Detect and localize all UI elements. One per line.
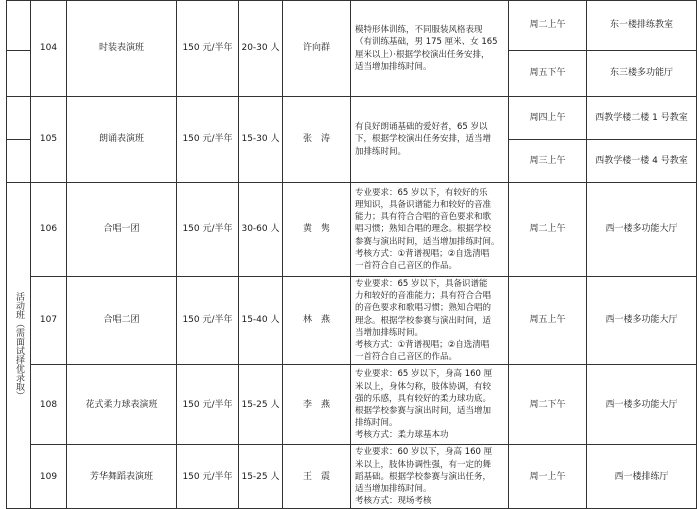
class-description — [351, 97, 509, 183]
class-teacher: 李 燕 — [283, 365, 351, 445]
desc-line: 适当增加排练时间。 — [355, 484, 432, 495]
category-cell-blank — [7, 140, 31, 183]
class-name: 合唱二团 — [67, 277, 177, 365]
desc-line: （有训练基础，男 175 厘米、女 165 — [355, 37, 498, 48]
category-sub: （需面试择优录取） — [14, 318, 24, 400]
desc-line: 一首符合自己音区的作品。 — [355, 261, 458, 271]
desc-line: 理知识，具备识谱能力和较好的音准 — [355, 199, 492, 210]
desc-line: 厘米以上）·根据学校演出任务安排， — [355, 49, 490, 60]
class-name: 芳华舞蹈表演班 — [67, 445, 177, 509]
class-description — [351, 1, 509, 97]
desc-line: 一首符合自己音区的作品。 — [355, 352, 458, 363]
desc-line: 考核方式：①背谱视唱；②自选清唱 — [355, 248, 490, 259]
class-teacher: 许向群 — [283, 1, 351, 97]
desc-line: 米以上，肢体协调性强，有一定的舞 — [355, 459, 492, 470]
desc-line: 考核方式：①背谱视唱；②自选清唱 — [355, 340, 490, 351]
table-row — [7, 183, 697, 277]
desc-line: 有良好朗诵基础的爱好者，65 岁以 — [355, 122, 488, 133]
category-cell-blank — [7, 97, 31, 140]
desc-line: 专业要求：65 岁以下，身高 160 厘 — [355, 369, 493, 380]
desc-line: 根据学校参赛与演出时间，适当增加 — [355, 405, 492, 416]
session-day: 周五下午 — [509, 51, 587, 97]
class-teacher: 黄 隽 — [283, 183, 351, 277]
class-id: 107 — [31, 277, 67, 365]
session-room: 西一楼多功能大厅 — [587, 183, 697, 277]
desc-line: 理念。根据学校参赛与演出时间，适 — [355, 315, 492, 326]
class-name: 时装表演班 — [67, 1, 177, 97]
session-room: 东一楼排练教室 — [587, 1, 697, 51]
class-fee: 150 元/半年 — [177, 1, 239, 97]
desc-line: 参赛与演出时间，适当增加排练时间。 — [355, 236, 500, 247]
class-size: 30-60 人 — [239, 183, 283, 277]
desc-line: 能力；具有符合合唱的音色要求和歌 — [355, 212, 492, 223]
session-day: 周四上午 — [509, 97, 587, 140]
desc-line: 的音色要求和歌唱习惯；熟知合唱的 — [355, 303, 492, 314]
class-size: 15-40 人 — [239, 277, 283, 365]
session-day: 周二上午 — [509, 1, 587, 51]
class-fee: 150 元/半年 — [177, 365, 239, 445]
desc-line: 蹈基础。根据学校参赛与演出任务， — [355, 471, 492, 482]
desc-line: 适当增加排练时间。 — [355, 61, 432, 72]
session-room: 东三楼多功能厅 — [587, 51, 697, 97]
class-name: 花式柔力球表演班 — [67, 365, 177, 445]
category-cell — [7, 183, 31, 509]
table-row — [7, 445, 697, 509]
desc-line: 当增加排练时间。 — [355, 327, 424, 338]
class-id: 105 — [31, 97, 67, 183]
desc-line: 强的乐感，具有较好的柔力球功底。 — [355, 393, 492, 404]
table-row — [7, 97, 697, 140]
session-day: 周二上午 — [509, 183, 587, 277]
class-size: 15-25 人 — [239, 445, 283, 509]
class-teacher: 王 震 — [283, 445, 351, 509]
session-room: 西一楼多功能大厅 — [587, 365, 697, 445]
class-size: 15-30 人 — [239, 97, 283, 183]
class-description — [351, 365, 509, 445]
desc-line: 加排练时间。 — [355, 146, 407, 157]
class-id: 108 — [31, 365, 67, 445]
class-id: 106 — [31, 183, 67, 277]
session-day: 周三上午 — [509, 140, 587, 183]
class-name: 朗诵表演班 — [67, 97, 177, 183]
class-description — [351, 183, 509, 277]
class-size: 15-25 人 — [239, 365, 283, 445]
category-label — [13, 292, 24, 400]
class-schedule-table — [6, 0, 697, 509]
desc-line: 考核方式：柔力球基本功 — [355, 430, 449, 441]
table-row — [7, 277, 697, 365]
desc-line: 排练时间。 — [355, 418, 398, 429]
session-day: 周五上午 — [509, 277, 587, 365]
category-main: 活动班 — [14, 291, 24, 319]
class-id: 109 — [31, 445, 67, 509]
desc-line: 专业要求：65 岁以下，具备识谱能 — [355, 279, 488, 289]
class-fee: 150 元/半年 — [177, 97, 239, 183]
session-room: 西一楼多功能大厅 — [587, 277, 697, 365]
session-day: 周二下午 — [509, 365, 587, 445]
session-room: 西教学楼二楼 1 号教室 — [587, 97, 697, 140]
desc-line: 专业要求：65 岁以下，有较好的乐 — [355, 187, 488, 198]
class-name: 合唱一团 — [67, 183, 177, 277]
desc-line: 米以上，身体匀称，肢体协调，有较 — [355, 381, 492, 392]
desc-line: 下，根据学校演出任务安排，适当增 — [355, 134, 492, 145]
class-fee: 150 元/半年 — [177, 277, 239, 365]
table-row — [7, 365, 697, 445]
class-teacher: 张 涛 — [283, 97, 351, 183]
desc-line: 唱习惯；熟知合唱的理念。根据学校 — [355, 224, 492, 235]
category-cell-blank — [7, 51, 31, 97]
table-row — [7, 1, 697, 51]
class-teacher: 林 燕 — [283, 277, 351, 365]
desc-line: 力和较好的音准能力；具有符合合唱 — [355, 291, 492, 302]
class-description — [351, 277, 509, 365]
class-fee: 150 元/半年 — [177, 445, 239, 509]
session-room: 西教学楼一楼 4 号教室 — [587, 140, 697, 183]
class-size: 20-30 人 — [239, 1, 283, 97]
class-id: 104 — [31, 1, 67, 97]
desc-line: 模特形体训练，不同服装风格表现 — [355, 25, 483, 36]
category-cell-blank — [7, 1, 31, 51]
desc-line: 考核方式：现场考核 — [355, 496, 432, 507]
class-fee: 150 元/半年 — [177, 183, 239, 277]
session-day: 周一上午 — [509, 445, 587, 509]
class-description — [351, 445, 509, 509]
desc-line: 专业要求：60 岁以下，身高 160 厘 — [355, 447, 493, 458]
session-room: 西一楼排练厅 — [587, 445, 697, 509]
